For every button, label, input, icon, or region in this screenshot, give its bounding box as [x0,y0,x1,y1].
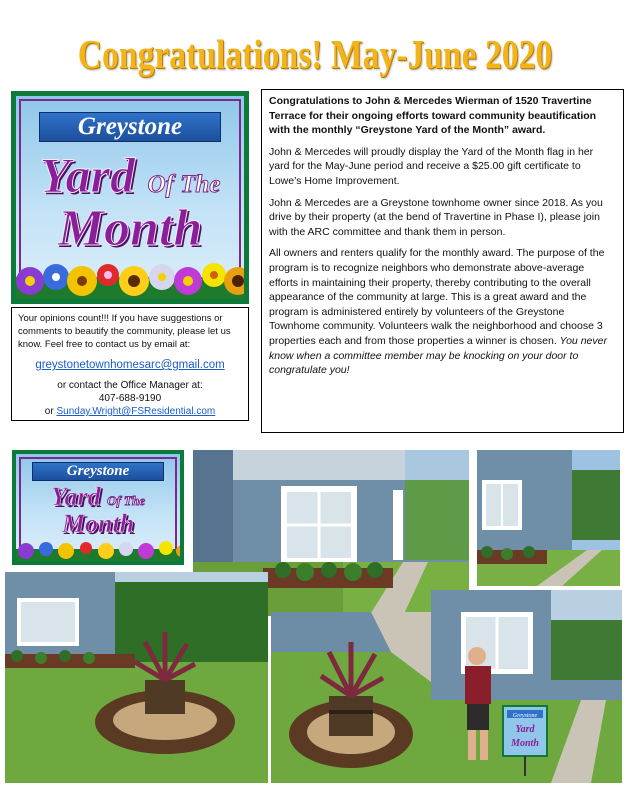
photo-planter-closeup [271,612,431,783]
photo-homeowner-with-sign [431,590,622,783]
logo-of-the: Of The [147,171,221,198]
yard-of-the-month-logo [11,91,249,304]
small-logo-month: Month [61,509,135,538]
article-paragraph-4: All owners and renters qualify for the monthly award. The purpose of the program is to recognize neighbors who demonstrate above-average efforts in maintaining their property, thereby contributing to the overall appearance of the community at large. This is a great award and the program is administered entirely by volunteers of the Greystone Townhome community. Volunteers walk the neighborhood and choose 3 properties each and from those properties a winner is chosen. You never know when a committee member may be knocking on your door to congratulate you! [269,247,607,377]
office-phone: 407-688-9190 [98,393,162,404]
arc-email-link[interactable]: greystonetownhomesarc@gmail.com [35,359,225,371]
small-logo-yard: Yard Of The [50,482,146,511]
photo-sign-yard: Yard [515,724,535,735]
yard-of-the-month-sign-small [12,450,184,565]
logo-brand: Greystone [39,112,221,142]
photo-sign-brand: Greystone [512,713,538,719]
article-paragraph-3: John & Mercedes are a Greystone townhome owner since 2018. As you drive by their property (at the bend of Travertine in Phase I), please join with the ARC committee and thank them in person. [269,196,603,238]
flowers-illustration [16,247,249,299]
award-article [261,89,624,433]
photo-sign-month: Month [511,738,539,749]
logo-month: Month [57,200,203,257]
contact-intro: Your opinions count!!! If you have suggestions or comments to beautify the community, please let us know. Feel free to contact us by email at: [18,313,231,350]
office-label: or contact the Office Manager at: [57,380,203,391]
office-email-line: or Sunday.Wright@FSResidential.com [44,406,216,417]
small-flowers-illustration [16,535,184,561]
logo-yard: Yard Of The [39,147,221,203]
contact-box [11,307,249,421]
office-manager-contact [18,379,242,418]
office-email-link[interactable]: Sunday.Wright@FSResidential.com [56,406,216,417]
photo-house-side [477,450,620,586]
small-logo-brand: Greystone [32,462,163,481]
page-headline: Congratulations! May-June 2020 [77,31,553,77]
article-lead: Congratulations to John & Mercedes Wierman of 1520 Travertine Terrace for their ongoing efforts toward community beautification with the monthly “Greystone Yard of the Month” award. [269,95,597,137]
article-closing: You never know when a committee member may be knocking on your door to congratulate you! [269,334,607,377]
article-paragraph-2: John & Mercedes will proudly display the Yard of the Month flag in her yard for the May-June period and receive a $25.00 gift certificate to Lowe’s Home Improvement. [269,145,594,187]
photo-planter-wide [5,572,268,783]
